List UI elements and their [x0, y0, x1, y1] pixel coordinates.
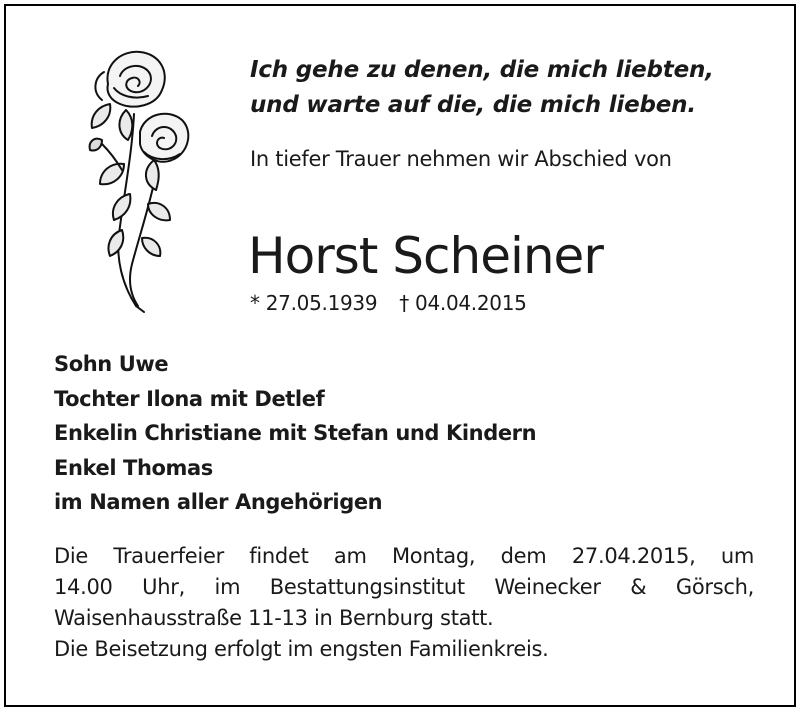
family-list [54, 347, 536, 520]
family-member: Enkel Thomas [54, 455, 213, 480]
family-member: im Namen aller Angehörigen [54, 490, 383, 514]
birth-date: * 27.05.1939 [250, 291, 378, 315]
deceased-name: Horst Scheiner [248, 227, 603, 285]
intro-text: In tiefer Trauer nehmen wir Abschied von [250, 147, 672, 171]
memorial-quote [250, 53, 714, 123]
funeral-line: Die Trauerfeier findet am Montag, dem 27.04.2015, um [54, 544, 754, 568]
funeral-line: 14.00 Uhr, im Bestattungsinstitut Weinecker & Görsch, [54, 575, 754, 599]
family-member: Tochter Ilona mit Detlef [54, 386, 325, 411]
funeral-line: Die Beisetzung erfolgt im engsten Familienkreis. [54, 637, 549, 661]
family-member: Enkelin Christiane mit Stefan und Kindern [54, 421, 537, 445]
obituary-notice [4, 4, 796, 707]
quote-line: und warte auf die, die mich lieben. [250, 92, 696, 118]
family-member: Sohn Uwe [54, 352, 169, 376]
funeral-line: Waisenhausstraße 11-13 in Bernburg statt. [54, 606, 494, 630]
quote-line: Ich gehe zu denen, die mich liebten, [250, 57, 714, 83]
life-dates [250, 289, 527, 317]
death-date: † 04.04.2015 [399, 291, 527, 315]
funeral-details [54, 541, 754, 665]
rose-icon [64, 44, 204, 316]
